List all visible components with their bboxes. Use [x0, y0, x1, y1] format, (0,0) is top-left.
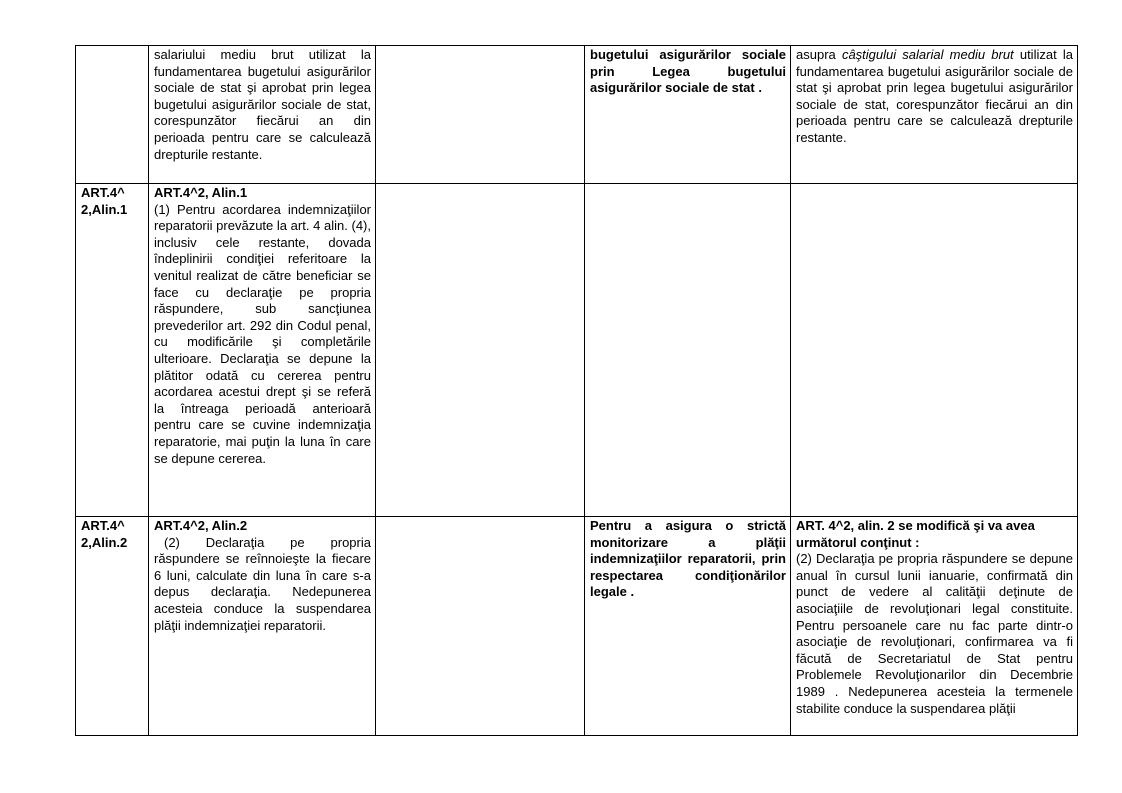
current-law-block [154, 518, 371, 634]
motivation-paragraph: bugetului asigurărilor sociale prin Legea bugetului asigurărilor sociale de stat . [590, 47, 786, 96]
motivation-paragraph: Pentru a asigura o strictă monitorizare a plăţii indemnizaţiilor reparatorii, prin respectarea condiţionărilor legale . [590, 518, 786, 600]
article-heading: ART.4^2, Alin.1 [154, 185, 248, 200]
article-heading: ART.4^2, Alin.2 [154, 518, 248, 533]
cell-motivation-text [585, 517, 791, 736]
current-law-paragraph: salariului mediu brut utilizat la fundamentarea bugetului asigurărilor sociale de stat şi aprobat prin legea bugetului asigurărilor sociale de stat, corespunzător fiecărui an din perioada pentru care se calculează drepturile restante. [154, 47, 371, 162]
amended-paragraph [796, 47, 1073, 147]
current-law-paragraph: (1) Pentru acordarea indemnizaţiilor reparatorii prevăzute la art. 4 alin. (4), inclusiv cele restante, dovada îndeplinirii condiţiei referitoare la venitul realizat de către beneficiar se face cu declaraţie pe propria răspundere, sub sancţiunea prevederilor art. 292 din Codul penal, cu modificările şi completările ulterioare. Declaraţia se depune la plătitor odată cu cererea pentru acordarea acestui drept şi se referă la întreaga perioadă anterioară pentru care se cuvine indemnizaţia reparatorie, mai puţin la luna în care se depune cererea. [154, 201, 371, 466]
law-comparison-table [75, 45, 1078, 736]
cell-current-law-text [149, 184, 376, 517]
cell-motivation-empty [585, 184, 791, 517]
cell-amended-text [791, 517, 1078, 736]
cell-amended-empty [791, 184, 1078, 517]
cell-senate-text-empty [376, 517, 585, 736]
cell-motivation-text [585, 46, 791, 184]
amended-italic-text: câştigului salarial mediu brut [841, 47, 1014, 62]
current-law-block [154, 185, 371, 467]
article-ref-line2: 2,Alin.2 [81, 534, 128, 550]
cell-article-ref [76, 184, 149, 517]
cell-amended-text [791, 46, 1078, 184]
article-ref-line2: 2,Alin.1 [81, 201, 128, 217]
cell-article-ref [76, 517, 149, 736]
article-ref-line1: ART.4^ [81, 518, 125, 533]
cell-senate-text-empty [376, 46, 585, 184]
amended-paragraph: (2) Declaraţia pe propria răspundere se depune anual în cursul lunii ianuarie, confirmată din punct de vedere al calităţii deţinute de asociaţiile de revoluţionari legal constituite. Pentru persoanele care nu fac parte dintr-o asociaţie de revoluţionari, confirmarea va fi făcută de Secretariatul de Stat pentru Problemele Revoluţionarilor din Decembrie 1989 . Nedepunerea acesteia la termenele stabilite conduce la suspendarea plăţii [796, 551, 1073, 716]
cell-current-law-text [149, 517, 376, 736]
cell-article-ref-empty [76, 46, 149, 184]
cell-senate-text-empty [376, 184, 585, 517]
amended-heading: ART. 4^2, alin. 2 se modifică şi va avea următorul conţinut : [796, 518, 1035, 550]
cell-current-law-text [149, 46, 376, 184]
amended-prefix-text: asupra [796, 47, 842, 62]
article-ref-line1: ART.4^ [81, 185, 125, 200]
table-row [76, 184, 1078, 517]
amended-block [796, 518, 1073, 717]
table-row [76, 517, 1078, 736]
amended-rest-text: utilizat la fundamentarea bugetului asigurărilor sociale de stat şi aprobat prin legea bugetului asigurărilor sociale de stat, corespunzător fiecărui an din perioada pentru care se calculează drepturile restante. [796, 47, 1073, 145]
current-law-paragraph: (2) Declaraţia pe propria răspundere se reînnoieşte la fiecare 6 luni, calculate din luna în care s-a depus declaraţia. Nedepunerea acesteia conduce la suspendarea plăţii indemnizaţiei reparatorii. [154, 534, 371, 633]
table-row [76, 46, 1078, 184]
